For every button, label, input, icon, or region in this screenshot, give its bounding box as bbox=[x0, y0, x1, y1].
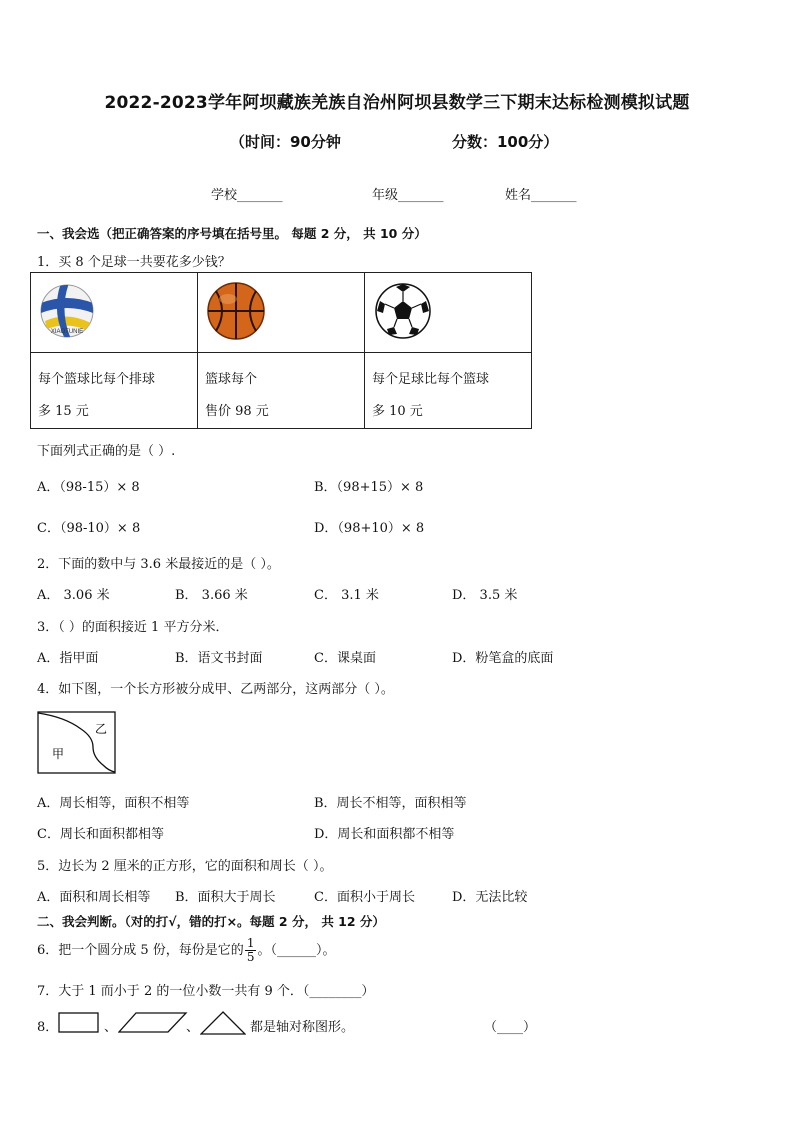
q4-option-d[interactable]: D．周长和面积都不相等 bbox=[314, 827, 455, 842]
q2-option-d[interactable]: D． 3.5 米 bbox=[452, 588, 518, 603]
school-field[interactable]: 学校_______ bbox=[211, 188, 283, 203]
q5-option-c[interactable]: C．面积小于周长 bbox=[314, 890, 415, 905]
cell-3-line-1: 每个足球比每个篮球 bbox=[372, 372, 490, 387]
page-title: 2022-2023学年阿坝藏族羌族自治州阿坝县数学三下期末达标检测模拟试题 bbox=[104, 93, 690, 113]
volleyball-icon bbox=[31, 273, 197, 348]
football-text-cell bbox=[365, 353, 532, 429]
q3-stem: 3．（ ）的面积接近 1 平方分米． bbox=[37, 620, 229, 635]
q2-stem: 2．下面的数中与 3.6 米最接近的是（ ）。 bbox=[37, 557, 280, 572]
q1-stem: 1．买 8 个足球一共要花多少钱？ bbox=[37, 255, 231, 270]
q2-option-c[interactable]: C． 3.1 米 bbox=[314, 588, 379, 603]
q6-pre: 6．把一个圆分成 5 份，每份是它的 bbox=[37, 943, 244, 958]
volleyball-cell bbox=[31, 273, 198, 353]
q4-label-jia: 甲 bbox=[52, 747, 65, 761]
q4-option-c[interactable]: C．周长和面积都相等 bbox=[37, 827, 164, 842]
q3-option-b[interactable]: B．语文书封面 bbox=[175, 651, 263, 666]
q5-option-d[interactable]: D．无法比较 bbox=[452, 890, 528, 905]
q4-option-b[interactable]: B．周长不相等，面积相等 bbox=[314, 796, 467, 811]
basketball-text-cell bbox=[198, 353, 365, 429]
q1-option-a[interactable]: A．（98-15）× 8 bbox=[37, 480, 140, 495]
q4-stem: 4．如下图，一个长方形被分成甲、乙两部分，这两部分（ ）。 bbox=[37, 682, 394, 697]
rectangle-shape-icon bbox=[58, 1012, 100, 1034]
q1-ask: 下面列式正确的是（ ）. bbox=[37, 444, 176, 459]
q6-numerator: 1 bbox=[246, 936, 255, 950]
cell-1-line-2: 多 15 元 bbox=[38, 404, 89, 419]
cell-2-line-1: 篮球每个 bbox=[205, 372, 258, 387]
triangle-shape-icon bbox=[200, 1011, 246, 1035]
exam-score: 分数：100分） bbox=[452, 133, 559, 151]
q8-answer[interactable]: （____） bbox=[484, 1020, 537, 1035]
name-field[interactable]: 姓名_______ bbox=[505, 188, 577, 203]
volleyball-text-cell bbox=[31, 353, 198, 429]
q4-label-yi: 乙 bbox=[95, 722, 108, 736]
q1-option-b[interactable]: B．（98+15）× 8 bbox=[314, 480, 424, 495]
section-2-heading: 二、我会判断。（对的打√，错的打×。每题 2 分， 共 12 分） bbox=[37, 914, 385, 929]
q8-sep-1: 、 bbox=[104, 1020, 118, 1035]
cell-2-line-2: 售价 98 元 bbox=[205, 404, 269, 419]
basketball-icon bbox=[198, 273, 364, 348]
q5-option-b[interactable]: B．面积大于周长 bbox=[175, 890, 276, 905]
q4-option-a[interactable]: A．周长相等，面积不相等 bbox=[37, 796, 190, 811]
grade-field[interactable]: 年级_______ bbox=[372, 188, 444, 203]
q8-post: 都是轴对称图形。 bbox=[250, 1020, 355, 1035]
cell-3-line-2: 多 10 元 bbox=[372, 404, 423, 419]
q2-option-a[interactable]: A． 3.06 米 bbox=[37, 588, 110, 603]
q8-sep-2: 、 bbox=[186, 1020, 200, 1035]
q3-option-d[interactable]: D．粉笔盒的底面 bbox=[452, 651, 554, 666]
q3-option-a[interactable]: A．指甲面 bbox=[37, 651, 99, 666]
basketball-cell bbox=[198, 273, 365, 353]
q4-rectangle-figure bbox=[37, 711, 117, 775]
q1-table bbox=[30, 272, 532, 429]
q8-pre: 8． bbox=[37, 1020, 59, 1035]
q6-denominator: 5 bbox=[246, 950, 255, 964]
q5-stem: 5．边长为 2 厘米的正方形，它的面积和周长（ ）。 bbox=[37, 859, 333, 874]
football-icon bbox=[365, 273, 531, 348]
exam-time: （时间：90分钟 bbox=[230, 133, 341, 151]
section-1-heading: 一、我会选（把正确答案的序号填在括号里。 每题 2 分， 共 10 分） bbox=[37, 226, 427, 241]
q7-stem[interactable]: 7．大于 1 而小于 2 的一位小数一共有 9 个．（________） bbox=[37, 984, 375, 999]
q1-option-c[interactable]: C．（98-10）× 8 bbox=[37, 521, 141, 536]
q6-fraction bbox=[245, 937, 257, 964]
q2-option-b[interactable]: B． 3.66 米 bbox=[175, 588, 248, 603]
q6 bbox=[37, 934, 335, 968]
q3-option-c[interactable]: C．课桌面 bbox=[314, 651, 376, 666]
football-cell bbox=[365, 273, 532, 353]
parallelogram-shape-icon bbox=[118, 1012, 188, 1034]
q5-option-a[interactable]: A．面积和周长相等 bbox=[37, 890, 151, 905]
q6-post[interactable]: 。（______）。 bbox=[257, 943, 336, 958]
q1-option-d[interactable]: D．（98+10）× 8 bbox=[314, 521, 425, 536]
volleyball-brand: XIAOTUNIE bbox=[50, 329, 84, 335]
cell-1-line-1: 每个篮球比每个排球 bbox=[38, 372, 156, 387]
